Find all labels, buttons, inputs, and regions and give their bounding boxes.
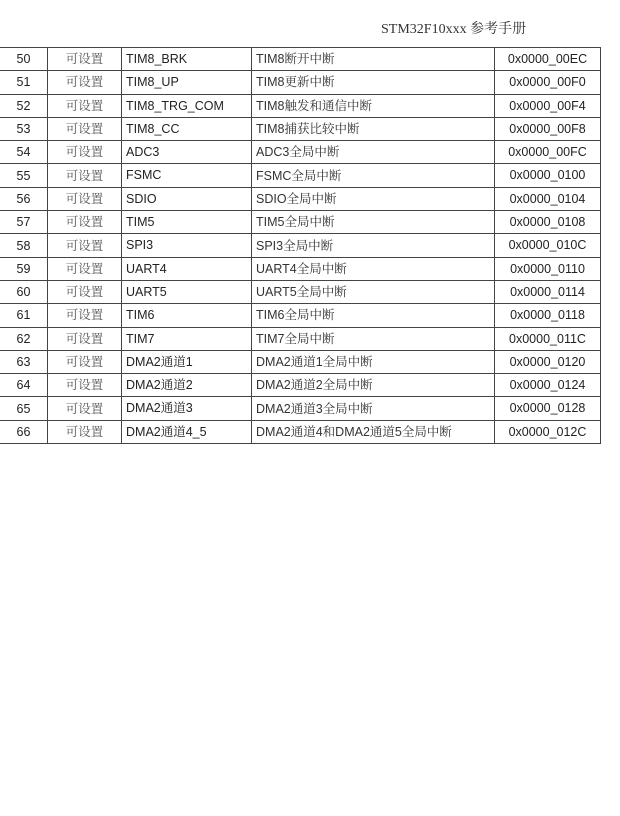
description-cell: DMA2通道3全局中断 bbox=[252, 397, 495, 420]
table-row bbox=[0, 48, 601, 71]
description-cell: SPI3全局中断 bbox=[252, 234, 495, 257]
priority-cell: 可设置 bbox=[48, 257, 122, 280]
address-cell: 0x0000_00FC bbox=[495, 141, 601, 164]
description-cell: TIM8触发和通信中断 bbox=[252, 94, 495, 117]
priority-cell: 可设置 bbox=[48, 350, 122, 373]
address-cell: 0x0000_0128 bbox=[495, 397, 601, 420]
name-cell: DMA2通道4_5 bbox=[122, 420, 252, 443]
address-cell: 0x0000_0110 bbox=[495, 257, 601, 280]
table-body bbox=[0, 48, 601, 444]
priority-cell: 可设置 bbox=[48, 327, 122, 350]
description-cell: UART4全局中断 bbox=[252, 257, 495, 280]
position-cell: 61 bbox=[0, 304, 48, 327]
name-cell: DMA2通道3 bbox=[122, 397, 252, 420]
priority-cell: 可设置 bbox=[48, 211, 122, 234]
priority-cell: 可设置 bbox=[48, 71, 122, 94]
description-cell: TIM7全局中断 bbox=[252, 327, 495, 350]
position-cell: 65 bbox=[0, 397, 48, 420]
position-cell: 53 bbox=[0, 117, 48, 140]
table-row bbox=[0, 94, 601, 117]
name-cell: DMA2通道2 bbox=[122, 374, 252, 397]
description-cell: TIM8更新中断 bbox=[252, 71, 495, 94]
table-row bbox=[0, 350, 601, 373]
position-cell: 50 bbox=[0, 48, 48, 71]
table-row bbox=[0, 211, 601, 234]
document-header-title: STM32F10xxx 参考手册 bbox=[381, 22, 527, 37]
priority-cell: 可设置 bbox=[48, 48, 122, 71]
address-cell: 0x0000_00F0 bbox=[495, 71, 601, 94]
description-cell: TIM8断开中断 bbox=[252, 48, 495, 71]
address-cell: 0x0000_0108 bbox=[495, 211, 601, 234]
position-cell: 63 bbox=[0, 350, 48, 373]
name-cell: TIM8_UP bbox=[122, 71, 252, 94]
position-cell: 57 bbox=[0, 211, 48, 234]
position-cell: 62 bbox=[0, 327, 48, 350]
address-cell: 0x0000_010C bbox=[495, 234, 601, 257]
table-row bbox=[0, 280, 601, 303]
priority-cell: 可设置 bbox=[48, 234, 122, 257]
table-row bbox=[0, 327, 601, 350]
priority-cell: 可设置 bbox=[48, 94, 122, 117]
table-row bbox=[0, 164, 601, 187]
table-row bbox=[0, 374, 601, 397]
description-cell: UART5全局中断 bbox=[252, 280, 495, 303]
name-cell: ADC3 bbox=[122, 141, 252, 164]
priority-cell: 可设置 bbox=[48, 187, 122, 210]
position-cell: 60 bbox=[0, 280, 48, 303]
position-cell: 54 bbox=[0, 141, 48, 164]
position-cell: 59 bbox=[0, 257, 48, 280]
table-row bbox=[0, 187, 601, 210]
table-row bbox=[0, 304, 601, 327]
address-cell: 0x0000_00F8 bbox=[495, 117, 601, 140]
name-cell: TIM6 bbox=[122, 304, 252, 327]
position-cell: 51 bbox=[0, 71, 48, 94]
position-cell: 56 bbox=[0, 187, 48, 210]
description-cell: DMA2通道4和DMA2通道5全局中断 bbox=[252, 420, 495, 443]
description-cell: TIM8捕获比较中断 bbox=[252, 117, 495, 140]
table-row bbox=[0, 117, 601, 140]
table-row bbox=[0, 234, 601, 257]
priority-cell: 可设置 bbox=[48, 304, 122, 327]
address-cell: 0x0000_011C bbox=[495, 327, 601, 350]
description-cell: TIM6全局中断 bbox=[252, 304, 495, 327]
description-cell: DMA2通道1全局中断 bbox=[252, 350, 495, 373]
table-row bbox=[0, 257, 601, 280]
name-cell: TIM8_CC bbox=[122, 117, 252, 140]
description-cell: DMA2通道2全局中断 bbox=[252, 374, 495, 397]
position-cell: 64 bbox=[0, 374, 48, 397]
name-cell: TIM5 bbox=[122, 211, 252, 234]
address-cell: 0x0000_012C bbox=[495, 420, 601, 443]
name-cell: UART4 bbox=[122, 257, 252, 280]
name-cell: DMA2通道1 bbox=[122, 350, 252, 373]
name-cell: TIM8_TRG_COM bbox=[122, 94, 252, 117]
priority-cell: 可设置 bbox=[48, 374, 122, 397]
priority-cell: 可设置 bbox=[48, 141, 122, 164]
priority-cell: 可设置 bbox=[48, 397, 122, 420]
table-row bbox=[0, 141, 601, 164]
position-cell: 58 bbox=[0, 234, 48, 257]
interrupt-vector-table bbox=[0, 47, 601, 444]
address-cell: 0x0000_00EC bbox=[495, 48, 601, 71]
priority-cell: 可设置 bbox=[48, 117, 122, 140]
name-cell: SPI3 bbox=[122, 234, 252, 257]
address-cell: 0x0000_00F4 bbox=[495, 94, 601, 117]
description-cell: ADC3全局中断 bbox=[252, 141, 495, 164]
description-cell: SDIO全局中断 bbox=[252, 187, 495, 210]
name-cell: FSMC bbox=[122, 164, 252, 187]
position-cell: 66 bbox=[0, 420, 48, 443]
description-cell: FSMC全局中断 bbox=[252, 164, 495, 187]
name-cell: UART5 bbox=[122, 280, 252, 303]
priority-cell: 可设置 bbox=[48, 164, 122, 187]
address-cell: 0x0000_0120 bbox=[495, 350, 601, 373]
description-cell: TIM5全局中断 bbox=[252, 211, 495, 234]
name-cell: SDIO bbox=[122, 187, 252, 210]
address-cell: 0x0000_0118 bbox=[495, 304, 601, 327]
address-cell: 0x0000_0124 bbox=[495, 374, 601, 397]
address-cell: 0x0000_0104 bbox=[495, 187, 601, 210]
address-cell: 0x0000_0114 bbox=[495, 280, 601, 303]
priority-cell: 可设置 bbox=[48, 420, 122, 443]
table-row bbox=[0, 71, 601, 94]
position-cell: 55 bbox=[0, 164, 48, 187]
name-cell: TIM7 bbox=[122, 327, 252, 350]
name-cell: TIM8_BRK bbox=[122, 48, 252, 71]
address-cell: 0x0000_0100 bbox=[495, 164, 601, 187]
table-row bbox=[0, 397, 601, 420]
position-cell: 52 bbox=[0, 94, 48, 117]
priority-cell: 可设置 bbox=[48, 280, 122, 303]
table-row bbox=[0, 420, 601, 443]
